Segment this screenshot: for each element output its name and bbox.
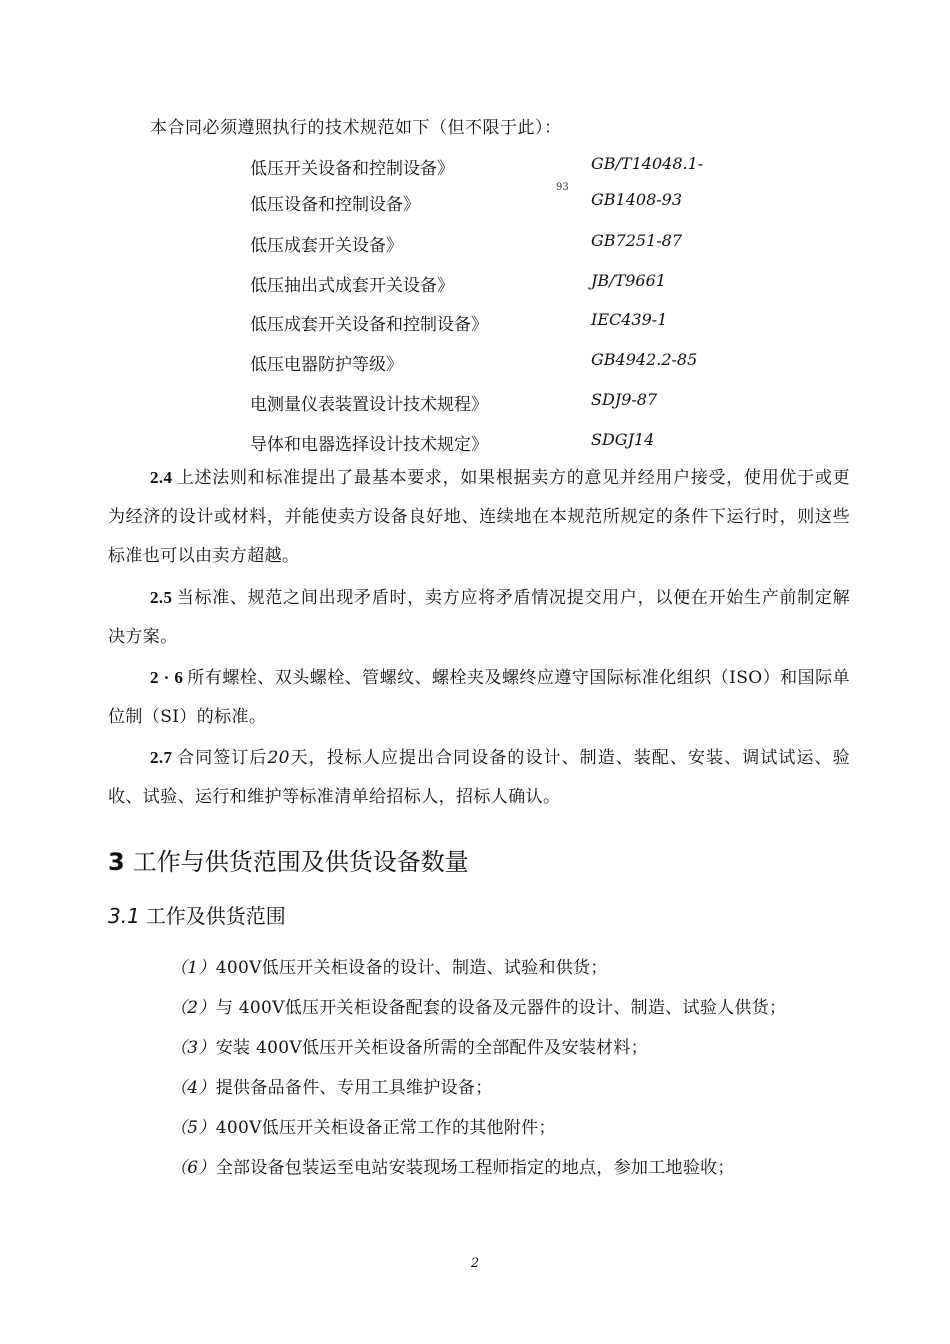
standard-code: GB7251-87 (591, 231, 683, 250)
clause-text: 所有螺栓、双头螺栓、管螺纹、螺栓夹及螺终应遵守国际标准化组织（ISO）和国际单位制（SI）的标准。 (108, 668, 850, 727)
item-text: 全部设备包装运至电站安装现场工程师指定的地点，参加工地验收； (215, 1158, 735, 1178)
standard-name: 低压开关设备和控制设备》 (250, 159, 454, 179)
standard-code-fragment: 93 (556, 182, 569, 193)
standard-row (0, 190, 950, 220)
section-number: 3 (108, 848, 125, 876)
standard-row (0, 310, 950, 340)
standard-name: 低压抽出式成套开关设备》 (250, 276, 454, 296)
item-number: （5） (170, 1118, 216, 1138)
clause-2-5 (108, 578, 850, 657)
standard-name: 低压成套开关设备和控制设备》 (250, 315, 488, 335)
item-number: （3） (170, 1038, 216, 1058)
standard-code: JB/T9661 (591, 271, 666, 290)
subsection-title: 工作及供货范围 (145, 904, 286, 928)
item-number: （6） (170, 1158, 216, 1178)
standard-code: GB/T14048.1- (591, 154, 704, 173)
standard-name: 导体和电器选择设计技术规定》 (250, 435, 488, 455)
standard-code: GB4942.2-85 (591, 350, 698, 369)
item-text: 安装 400V低压开关柜设备所需的全部配件及安装材料； (215, 1038, 648, 1058)
clause-text-a: 合同签订后 (176, 748, 268, 768)
subsection-number: 3.1 (108, 904, 140, 928)
clause-2-7 (108, 738, 850, 817)
clause-number: 2.4 (150, 468, 173, 487)
standard-row (0, 390, 950, 420)
list-item (170, 993, 786, 1018)
list-item (170, 1033, 648, 1058)
clause-number: 2 · 6 (150, 668, 184, 687)
item-text: 与 400V低压开关柜设备配套的设备及元器件的设计、制造、试验人供货； (215, 998, 787, 1018)
standard-name: 低压成套开关设备》 (250, 236, 403, 256)
page-number: 2 (470, 1256, 480, 1271)
clause-number: 2.7 (150, 748, 173, 767)
item-text: 400V低压开关柜设备正常工作的其他附件； (215, 1118, 556, 1138)
clause-text: 当标准、规范之间出现矛盾时，卖方应将矛盾情况提交用户，以便在开始生产前制定解决方案。 (108, 588, 850, 647)
item-number: （4） (170, 1078, 216, 1098)
list-item (170, 1113, 556, 1138)
standard-row (0, 350, 950, 380)
standard-code: SDGJ14 (591, 430, 655, 449)
item-text: 400V低压开关柜设备的设计、制造、试验和供货； (215, 958, 608, 978)
clause-text: 上述法则和标准提出了最基本要求，如果根据卖方的意见并经用户接受，使用优于或更为经济的设计或材料，并能使卖方设备良好地、连续地在本规范所规定的条件下运行时，则这些标准也可以由卖方超越。 (108, 468, 850, 566)
clause-2-4 (108, 458, 850, 576)
item-number: （1） (170, 958, 216, 978)
item-text: 提供备品备件、专用工具维护设备； (215, 1078, 493, 1098)
section-title: 工作与供货范围及供货设备数量 (132, 848, 469, 876)
standard-code: SDJ9-87 (591, 390, 658, 409)
item-number: （2） (170, 998, 216, 1018)
standard-code: GB1408-93 (591, 190, 683, 209)
standard-row (0, 154, 950, 193)
intro-text: 本合同必须遵照执行的技术规范如下（但不限于此）： (150, 118, 562, 138)
standard-name: 低压设备和控制设备》 (250, 195, 420, 215)
standard-row (0, 430, 950, 460)
standard-code: IEC439-1 (591, 310, 668, 329)
standard-row (0, 231, 950, 261)
clause-2-6 (108, 658, 850, 737)
standard-name: 电测量仪表装置设计技术规程》 (250, 395, 488, 415)
list-item (170, 1073, 493, 1098)
standard-row (0, 271, 950, 301)
list-item (170, 953, 608, 978)
clause-days: 20 (267, 748, 290, 768)
list-item (170, 1153, 735, 1178)
standard-name: 低压电器防护等级》 (250, 355, 403, 375)
clause-number: 2.5 (150, 588, 173, 607)
section-3-heading (108, 842, 469, 877)
section-3-1-heading (108, 900, 286, 929)
clause-text-b: 天，投标人应提出合同设备的设计、制造、装配、安装、调试试运、验收、试验、运行和维护等标准清单给招标人，招标人确认。 (108, 748, 851, 807)
